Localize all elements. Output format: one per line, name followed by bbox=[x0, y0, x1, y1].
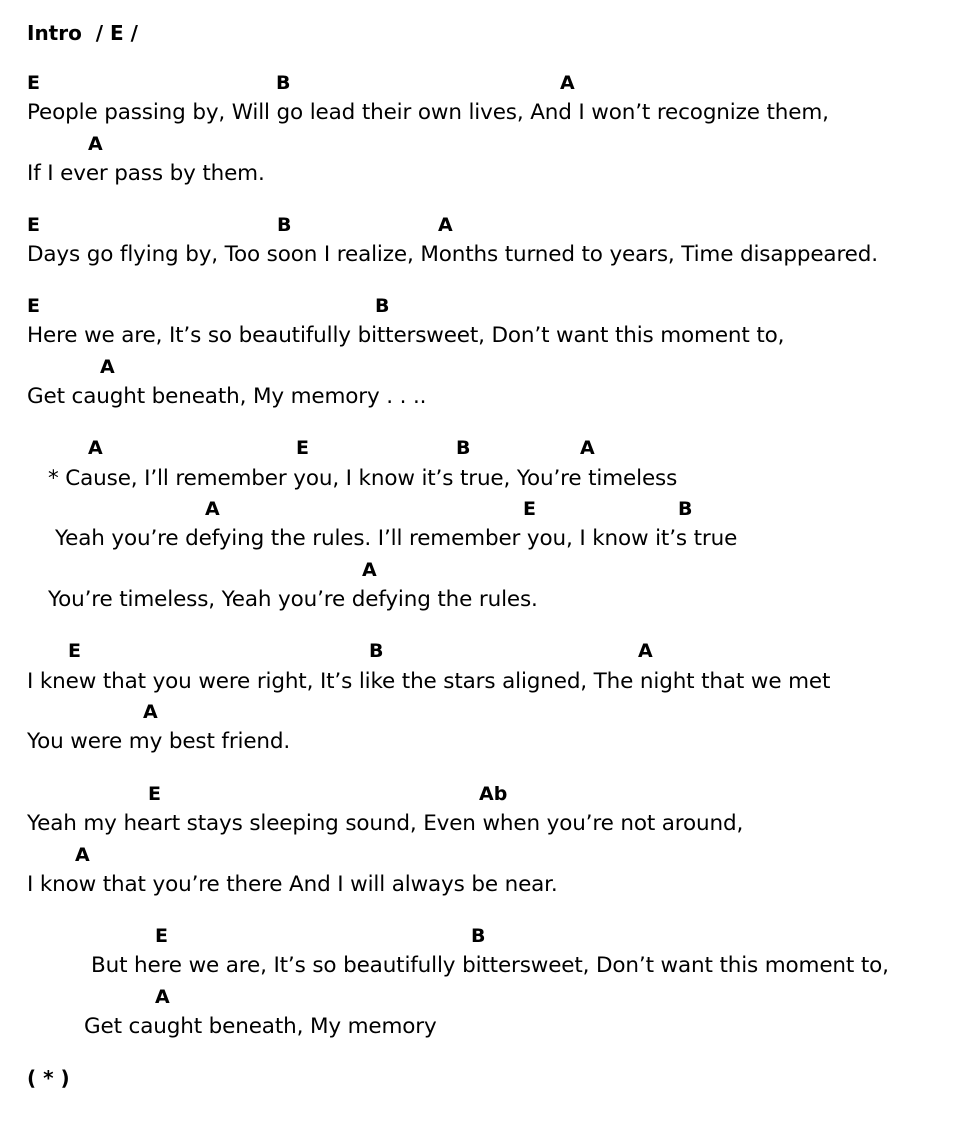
chord: E bbox=[27, 214, 40, 236]
chord: A bbox=[638, 640, 653, 662]
lyric-line: I know that you’re there And I will always be near. bbox=[27, 872, 558, 897]
lyric-line: You were my best friend. bbox=[27, 729, 291, 754]
chord: A bbox=[100, 356, 115, 378]
chord: E bbox=[27, 72, 40, 94]
chord: B bbox=[277, 214, 292, 236]
lyric-line: You’re timeless, Yeah you’re defying the rules. bbox=[48, 587, 538, 612]
lyric-line: But here we are, It’s so beautifully bittersweet, Don’t want this moment to, bbox=[91, 953, 889, 978]
chord: A bbox=[88, 437, 103, 459]
chord: B bbox=[375, 295, 390, 317]
chord: E bbox=[155, 925, 168, 947]
lyric-line: * Cause, I’ll remember you, I know it’s true, You’re timeless bbox=[48, 466, 678, 491]
lyric-line: Get caught beneath, My memory . . .. bbox=[27, 384, 427, 409]
lyric-line: Get caught beneath, My memory bbox=[84, 1014, 437, 1039]
chord: A bbox=[155, 986, 170, 1008]
chord: B bbox=[471, 925, 486, 947]
chord: A bbox=[75, 844, 90, 866]
lyric-line: Days go flying by, Too soon I realize, Months turned to years, Time disappeared. bbox=[27, 242, 878, 267]
chord: A bbox=[438, 214, 453, 236]
chord: E bbox=[27, 295, 40, 317]
lyric-line: Here we are, It’s so beautifully bittersweet, Don’t want this moment to, bbox=[27, 323, 785, 348]
chord: A bbox=[143, 701, 158, 723]
chord: E bbox=[523, 498, 536, 520]
lyric-line: If I ever pass by them. bbox=[27, 161, 265, 186]
chord: B bbox=[369, 640, 384, 662]
chord: B bbox=[678, 498, 693, 520]
intro-heading: Intro / E / bbox=[27, 21, 138, 45]
chord: Ab bbox=[479, 783, 508, 805]
chord: A bbox=[88, 133, 103, 155]
lyric-line: People passing by, Will go lead their own lives, And I won’t recognize them, bbox=[27, 100, 829, 125]
chord: E bbox=[296, 437, 309, 459]
lyric-line: Yeah you’re defying the rules. I’ll remember you, I know it’s true bbox=[55, 526, 738, 551]
repeat-chorus-marker: ( * ) bbox=[27, 1066, 70, 1090]
chord: B bbox=[456, 437, 471, 459]
chord: A bbox=[580, 437, 595, 459]
lyric-line: Yeah my heart stays sleeping sound, Even when you’re not around, bbox=[27, 811, 744, 836]
chord: A bbox=[560, 72, 575, 94]
chord: E bbox=[148, 783, 161, 805]
chord: E bbox=[68, 640, 81, 662]
lyric-line: I knew that you were right, It’s like the stars aligned, The night that we met bbox=[27, 669, 831, 694]
chord: A bbox=[362, 559, 377, 581]
chord: A bbox=[205, 498, 220, 520]
chord: B bbox=[276, 72, 291, 94]
